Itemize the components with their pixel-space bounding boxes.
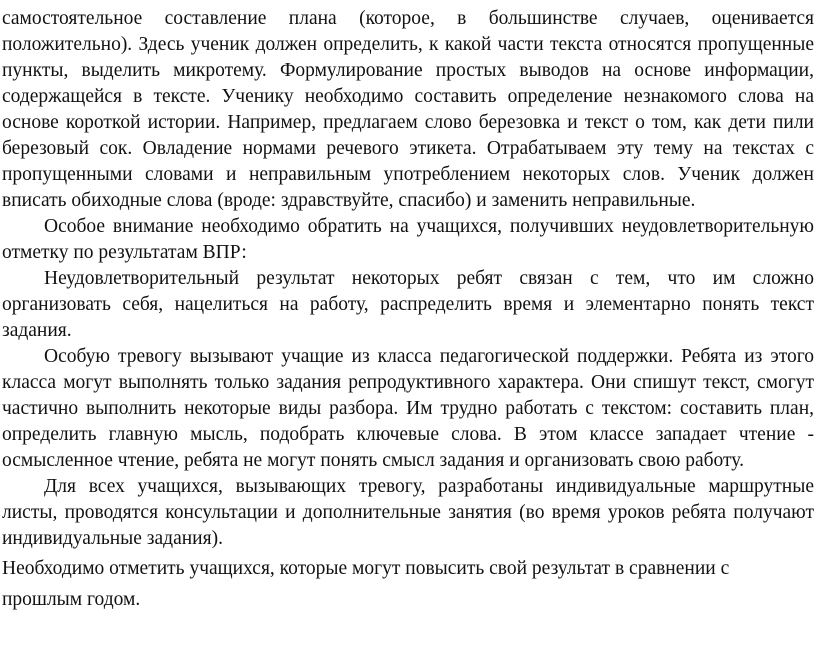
paragraph-unsatisfactory-result: Неудовлетворительный результат некоторых ребят связан с тем, что им сложно организовать себя, нацелиться на работу, распределить время и элементарно понять текст задания. — [2, 268, 814, 341]
paragraph-improvement: Необходимо отметить учащихся, которые могут повысить свой результат в сравнении с прошлым годом. — [2, 558, 730, 610]
paragraph-support-class: Особую тревогу вызывают учащие из класса педагогической поддержки. Ребята из этого класса могут выполнять только задания репродуктивного характера. Они спишут текст, смогут частично выполнить некоторые виды разбора. Им трудно работать с текстом: составить план, определить главную мысль, подобрать ключевые слова. В этом классе западает чтение - осмысленное чтение, ребята не могут понять смысл задания и организовать свою работу. — [2, 346, 814, 471]
paragraph-individual-routes: Для всех учащихся, вызывающих тревогу, разработаны индивидуальные маршрутные листы, проводятся консультации и дополнительные занятия (во время уроков ребята получают индивидуальные задания). — [2, 476, 814, 549]
paragraph-continuation: самостоятельное составление плана (которое, в большинстве случаев, оценивается положительно). Здесь ученик должен определить, к какой части текста относятся пропущенные пункты, выделить микротему. Формулирование простых выводов на основе информации, содержащейся в тексте. Ученику необходимо составить определение незнакомого слова на основе короткой истории. Например, предлагаем слово березовка и текст о том, как дети пили березовый сок. Овладение нормами речевого этикета. Отрабатываем эту тему на текстах с пропущенными словами и неправильным употреблением некоторых слов. Ученик должен вписать обиходные слова (вроде: здравствуйте, спасибо) и заменить неправильные. — [2, 8, 814, 211]
paragraph-attention: Особое внимание необходимо обратить на учащихся, получивших неудовлетворительную отметку по результатам ВПР: — [2, 216, 814, 263]
